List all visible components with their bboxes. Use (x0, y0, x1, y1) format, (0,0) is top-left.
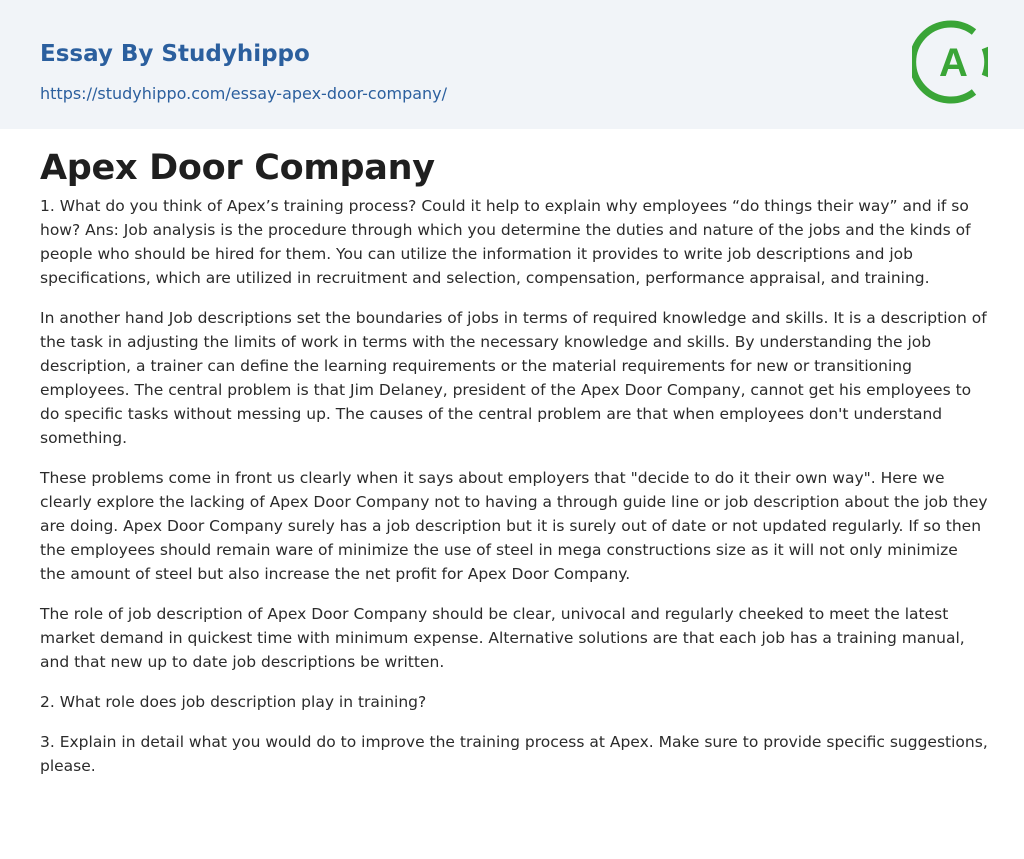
brand-title[interactable]: Essay By Studyhippo (40, 41, 310, 67)
logo-letter: A (939, 41, 968, 85)
essay-paragraph-2: In another hand Job descriptions set the boundaries of jobs in terms of required knowledge and skills. It is a description of the task in adjusting the limits of work in terms with the necessary knowledge and skills. By understanding the job description, a trainer can define the learning requirements or the material requirements for new or transitioning employees. The central problem is that Jim Delaney, president of the Apex Door Company, cannot get his employees to do specific tasks without messing up. The causes of the central problem are that when employees don't understand something. (40, 309, 987, 447)
site-header (0, 0, 1024, 129)
essay-url-link[interactable]: https://studyhippo.com/essay-apex-door-company/ (40, 84, 448, 103)
essay-title: Apex Door Company (40, 148, 435, 188)
essay-content (40, 146, 988, 778)
essay-paragraph-1: 1. What do you think of Apex’s training process? Could it help to explain why employees “do things their way” and if so how? Ans: Job analysis is the procedure through which you determine the duties and nature of the jobs and the kinds of people who should be hired for them. You can utilize the information it provides to write job descriptions and job specifications, which are utilized in recruitment and selection, compensation, performance appraisal, and training. (40, 197, 971, 287)
essay-question-3: 3. Explain in detail what you would do to improve the training process at Apex. Make sure to provide specific suggestions, please. (40, 733, 988, 775)
essay-paragraph-4: The role of job description of Apex Door Company should be clear, univocal and regularly cheeked to meet the latest market demand in quickest time with minimum expense. Alternative solutions are that each job has a training manual, and that new up to date job descriptions be written. (40, 605, 965, 671)
essay-question-2: 2. What role does job description play in training? (40, 693, 427, 711)
essay-paragraph-3: These problems come in front us clearly when it says about employers that "decide to do it their own way". Here we clearly explore the lacking of Apex Door Company not to having a through guide line or job description about the job they are doing. Apex Door Company surely has a job description but it is surely out of date or not updated regularly. If so then the employees should remain ware of minimize the use of steel in mega constructions size as it will not only minimize the amount of steel but also increase the net profit for Apex Door Company. (40, 469, 988, 583)
studyhippo-logo-icon[interactable] (912, 18, 988, 106)
